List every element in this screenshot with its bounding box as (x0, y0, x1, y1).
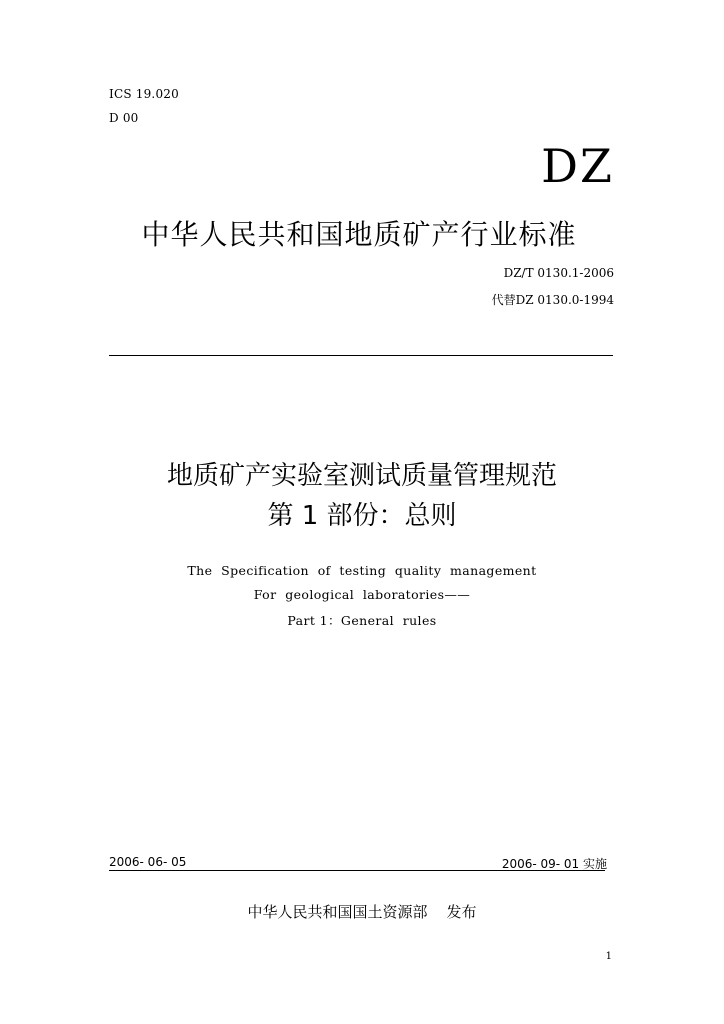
english-title-line1: The Specification of testing quality management (187, 563, 537, 578)
issue-date: 2006- 06- 05 (109, 855, 187, 869)
english-title-line2: For geological laboratories—— (253, 587, 471, 602)
ics-code: ICS 19.020 (109, 87, 179, 101)
standard-mark: DZ (541, 139, 614, 193)
category-code: D 00 (109, 111, 139, 125)
implementation-date: 2006- 09- 01 实施 (501, 857, 607, 871)
footer-divider (109, 870, 605, 871)
publisher: 中华人民共和国国土资源部 发布 (247, 903, 477, 921)
standard-type-title: 中华人民共和国地质矿产行业标准 (141, 218, 577, 251)
document-title-line1: 地质矿产实验室测试质量管理规范 (166, 461, 557, 491)
page-number: 1 (605, 951, 612, 962)
standard-number: DZ/T 0130.1-2006 (503, 266, 614, 280)
english-title-line3: Part 1：General rules (287, 613, 437, 628)
header-divider (109, 355, 613, 356)
document-title-line2: 第 1 部份：总则 (267, 501, 457, 531)
replaces-standard: 代替DZ 0130.0-1994 (491, 293, 614, 307)
